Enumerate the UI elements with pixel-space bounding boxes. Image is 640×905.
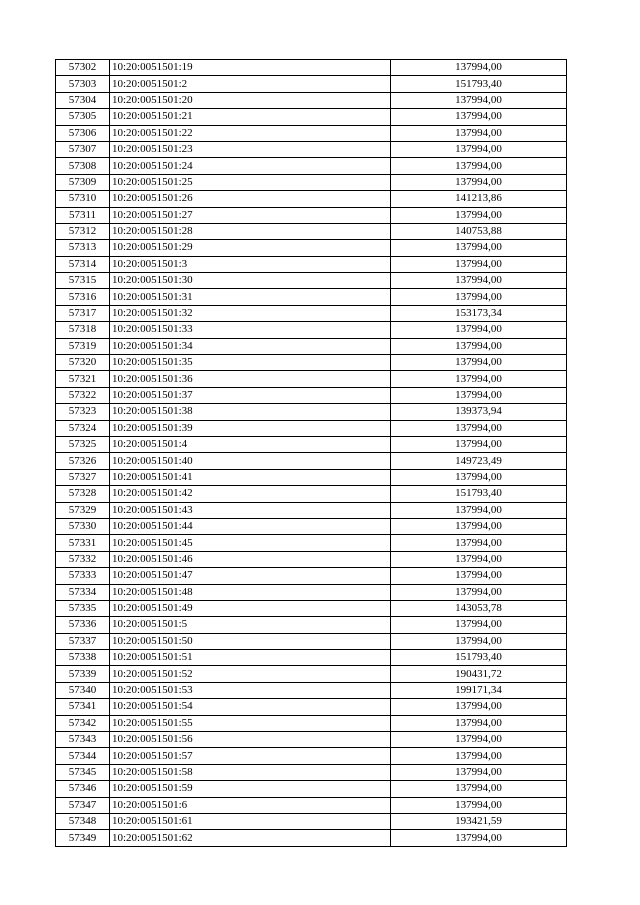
cadastral-number-cell: 10:20:0051501:57: [110, 748, 391, 764]
cadastral-number-cell: 10:20:0051501:3: [110, 256, 391, 272]
cadastral-number-cell: 10:20:0051501:55: [110, 715, 391, 731]
table-row: [56, 568, 567, 584]
row-number-cell: 57336: [56, 617, 110, 633]
row-number-cell: 57333: [56, 568, 110, 584]
row-number-cell: 57331: [56, 535, 110, 551]
value-cell: 137994,00: [391, 518, 567, 534]
value-cell: 137994,00: [391, 92, 567, 108]
cadastral-number-cell: 10:20:0051501:42: [110, 486, 391, 502]
row-number-cell: 57322: [56, 387, 110, 403]
value-cell: 137994,00: [391, 436, 567, 452]
value-cell: 137994,00: [391, 174, 567, 190]
cadastral-number-cell: 10:20:0051501:33: [110, 322, 391, 338]
cadastral-number-cell: 10:20:0051501:46: [110, 551, 391, 567]
value-cell: 137994,00: [391, 535, 567, 551]
table-row: [56, 141, 567, 157]
cadastral-number-cell: 10:20:0051501:61: [110, 813, 391, 829]
table-row: [56, 158, 567, 174]
value-cell: 137994,00: [391, 355, 567, 371]
table-row: [56, 486, 567, 502]
row-number-cell: 57302: [56, 60, 110, 76]
value-cell: 143053,78: [391, 600, 567, 616]
value-cell: 137994,00: [391, 125, 567, 141]
row-number-cell: 57342: [56, 715, 110, 731]
table-row: [56, 732, 567, 748]
cadastral-number-cell: 10:20:0051501:32: [110, 305, 391, 321]
value-cell: 193421,59: [391, 813, 567, 829]
value-cell: 137994,00: [391, 60, 567, 76]
table-row: [56, 436, 567, 452]
row-number-cell: 57308: [56, 158, 110, 174]
value-cell: 137994,00: [391, 732, 567, 748]
registry-table: [55, 59, 567, 847]
cadastral-number-cell: 10:20:0051501:47: [110, 568, 391, 584]
row-number-cell: 57311: [56, 207, 110, 223]
table-row: [56, 420, 567, 436]
value-cell: 137994,00: [391, 322, 567, 338]
value-cell: 137994,00: [391, 633, 567, 649]
value-cell: 137994,00: [391, 387, 567, 403]
cadastral-number-cell: 10:20:0051501:45: [110, 535, 391, 551]
row-number-cell: 57345: [56, 764, 110, 780]
value-cell: 153173,34: [391, 305, 567, 321]
cadastral-number-cell: 10:20:0051501:50: [110, 633, 391, 649]
row-number-cell: 57317: [56, 305, 110, 321]
row-number-cell: 57347: [56, 797, 110, 813]
row-number-cell: 57304: [56, 92, 110, 108]
row-number-cell: 57337: [56, 633, 110, 649]
table-row: [56, 240, 567, 256]
cadastral-number-cell: 10:20:0051501:27: [110, 207, 391, 223]
cadastral-number-cell: 10:20:0051501:62: [110, 830, 391, 846]
row-number-cell: 57309: [56, 174, 110, 190]
table-row: [56, 174, 567, 190]
cadastral-number-cell: 10:20:0051501:38: [110, 404, 391, 420]
cadastral-number-cell: 10:20:0051501:40: [110, 453, 391, 469]
cadastral-number-cell: 10:20:0051501:49: [110, 600, 391, 616]
table-row: [56, 584, 567, 600]
table-row: [56, 781, 567, 797]
row-number-cell: 57344: [56, 748, 110, 764]
value-cell: 151793,40: [391, 486, 567, 502]
cadastral-number-cell: 10:20:0051501:37: [110, 387, 391, 403]
table-row: [56, 699, 567, 715]
table-row: [56, 551, 567, 567]
value-cell: 137994,00: [391, 830, 567, 846]
cadastral-number-cell: 10:20:0051501:41: [110, 469, 391, 485]
table-row: [56, 715, 567, 731]
cadastral-number-cell: 10:20:0051501:26: [110, 191, 391, 207]
row-number-cell: 57319: [56, 338, 110, 354]
table-row: [56, 305, 567, 321]
table-row: [56, 666, 567, 682]
cadastral-number-cell: 10:20:0051501:48: [110, 584, 391, 600]
cadastral-number-cell: 10:20:0051501:19: [110, 60, 391, 76]
row-number-cell: 57328: [56, 486, 110, 502]
row-number-cell: 57334: [56, 584, 110, 600]
table-row: [56, 289, 567, 305]
table-row: [56, 338, 567, 354]
row-number-cell: 57349: [56, 830, 110, 846]
value-cell: 137994,00: [391, 338, 567, 354]
value-cell: 199171,34: [391, 682, 567, 698]
value-cell: 137994,00: [391, 141, 567, 157]
cadastral-number-cell: 10:20:0051501:53: [110, 682, 391, 698]
row-number-cell: 57305: [56, 109, 110, 125]
value-cell: 137994,00: [391, 699, 567, 715]
table-row: [56, 60, 567, 76]
table-row: [56, 502, 567, 518]
value-cell: 137994,00: [391, 502, 567, 518]
cadastral-number-cell: 10:20:0051501:24: [110, 158, 391, 174]
cadastral-number-cell: 10:20:0051501:30: [110, 273, 391, 289]
value-cell: 139373,94: [391, 404, 567, 420]
table-row: [56, 535, 567, 551]
value-cell: 137994,00: [391, 158, 567, 174]
row-number-cell: 57325: [56, 436, 110, 452]
cadastral-number-cell: 10:20:0051501:51: [110, 650, 391, 666]
row-number-cell: 57327: [56, 469, 110, 485]
table-row: [56, 256, 567, 272]
value-cell: 137994,00: [391, 764, 567, 780]
value-cell: 137994,00: [391, 207, 567, 223]
table-row: [56, 633, 567, 649]
value-cell: 137994,00: [391, 617, 567, 633]
table-row: [56, 223, 567, 239]
table-row: [56, 682, 567, 698]
table-row: [56, 650, 567, 666]
row-number-cell: 57321: [56, 371, 110, 387]
cadastral-number-cell: 10:20:0051501:43: [110, 502, 391, 518]
cadastral-number-cell: 10:20:0051501:34: [110, 338, 391, 354]
table-row: [56, 273, 567, 289]
row-number-cell: 57303: [56, 76, 110, 92]
value-cell: 137994,00: [391, 240, 567, 256]
cadastral-number-cell: 10:20:0051501:31: [110, 289, 391, 305]
cadastral-number-cell: 10:20:0051501:20: [110, 92, 391, 108]
row-number-cell: 57315: [56, 273, 110, 289]
table-row: [56, 453, 567, 469]
table-row: [56, 469, 567, 485]
row-number-cell: 57316: [56, 289, 110, 305]
row-number-cell: 57326: [56, 453, 110, 469]
row-number-cell: 57313: [56, 240, 110, 256]
value-cell: 137994,00: [391, 584, 567, 600]
value-cell: 137994,00: [391, 797, 567, 813]
table-row: [56, 404, 567, 420]
cadastral-number-cell: 10:20:0051501:2: [110, 76, 391, 92]
value-cell: 137994,00: [391, 420, 567, 436]
row-number-cell: 57346: [56, 781, 110, 797]
cadastral-number-cell: 10:20:0051501:4: [110, 436, 391, 452]
value-cell: 137994,00: [391, 715, 567, 731]
row-number-cell: 57338: [56, 650, 110, 666]
table-row: [56, 813, 567, 829]
table-row: [56, 617, 567, 633]
table-row: [56, 109, 567, 125]
row-number-cell: 57343: [56, 732, 110, 748]
cadastral-number-cell: 10:20:0051501:54: [110, 699, 391, 715]
value-cell: 137994,00: [391, 568, 567, 584]
value-cell: 190431,72: [391, 666, 567, 682]
value-cell: 137994,00: [391, 256, 567, 272]
cadastral-number-cell: 10:20:0051501:22: [110, 125, 391, 141]
value-cell: 137994,00: [391, 371, 567, 387]
value-cell: 137994,00: [391, 273, 567, 289]
row-number-cell: 57310: [56, 191, 110, 207]
cadastral-number-cell: 10:20:0051501:39: [110, 420, 391, 436]
cadastral-number-cell: 10:20:0051501:36: [110, 371, 391, 387]
row-number-cell: 57314: [56, 256, 110, 272]
value-cell: 141213,86: [391, 191, 567, 207]
cadastral-number-cell: 10:20:0051501:23: [110, 141, 391, 157]
row-number-cell: 57329: [56, 502, 110, 518]
table-row: [56, 76, 567, 92]
table-row: [56, 207, 567, 223]
table-row: [56, 518, 567, 534]
cadastral-number-cell: 10:20:0051501:29: [110, 240, 391, 256]
table-row: [56, 600, 567, 616]
value-cell: 137994,00: [391, 109, 567, 125]
row-number-cell: 57307: [56, 141, 110, 157]
row-number-cell: 57340: [56, 682, 110, 698]
table-row: [56, 322, 567, 338]
table-row: [56, 387, 567, 403]
row-number-cell: 57324: [56, 420, 110, 436]
row-number-cell: 57348: [56, 813, 110, 829]
cadastral-number-cell: 10:20:0051501:28: [110, 223, 391, 239]
cadastral-number-cell: 10:20:0051501:56: [110, 732, 391, 748]
table-row: [56, 830, 567, 846]
cadastral-number-cell: 10:20:0051501:35: [110, 355, 391, 371]
row-number-cell: 57318: [56, 322, 110, 338]
table-row: [56, 92, 567, 108]
row-number-cell: 57330: [56, 518, 110, 534]
cadastral-number-cell: 10:20:0051501:52: [110, 666, 391, 682]
table-row: [56, 355, 567, 371]
row-number-cell: 57312: [56, 223, 110, 239]
row-number-cell: 57332: [56, 551, 110, 567]
value-cell: 151793,40: [391, 650, 567, 666]
cadastral-number-cell: 10:20:0051501:25: [110, 174, 391, 190]
table-row: [56, 371, 567, 387]
row-number-cell: 57320: [56, 355, 110, 371]
value-cell: 151793,40: [391, 76, 567, 92]
row-number-cell: 57341: [56, 699, 110, 715]
cadastral-number-cell: 10:20:0051501:58: [110, 764, 391, 780]
value-cell: 137994,00: [391, 469, 567, 485]
value-cell: 137994,00: [391, 289, 567, 305]
table-row: [56, 191, 567, 207]
table-row: [56, 125, 567, 141]
table-row: [56, 797, 567, 813]
registry-table-body: [56, 60, 567, 847]
value-cell: 140753,88: [391, 223, 567, 239]
cadastral-number-cell: 10:20:0051501:5: [110, 617, 391, 633]
cadastral-number-cell: 10:20:0051501:6: [110, 797, 391, 813]
table-row: [56, 764, 567, 780]
value-cell: 137994,00: [391, 781, 567, 797]
cadastral-number-cell: 10:20:0051501:59: [110, 781, 391, 797]
value-cell: 137994,00: [391, 748, 567, 764]
row-number-cell: 57306: [56, 125, 110, 141]
cadastral-number-cell: 10:20:0051501:44: [110, 518, 391, 534]
row-number-cell: 57323: [56, 404, 110, 420]
table-row: [56, 748, 567, 764]
cadastral-number-cell: 10:20:0051501:21: [110, 109, 391, 125]
value-cell: 149723,49: [391, 453, 567, 469]
row-number-cell: 57335: [56, 600, 110, 616]
row-number-cell: 57339: [56, 666, 110, 682]
value-cell: 137994,00: [391, 551, 567, 567]
